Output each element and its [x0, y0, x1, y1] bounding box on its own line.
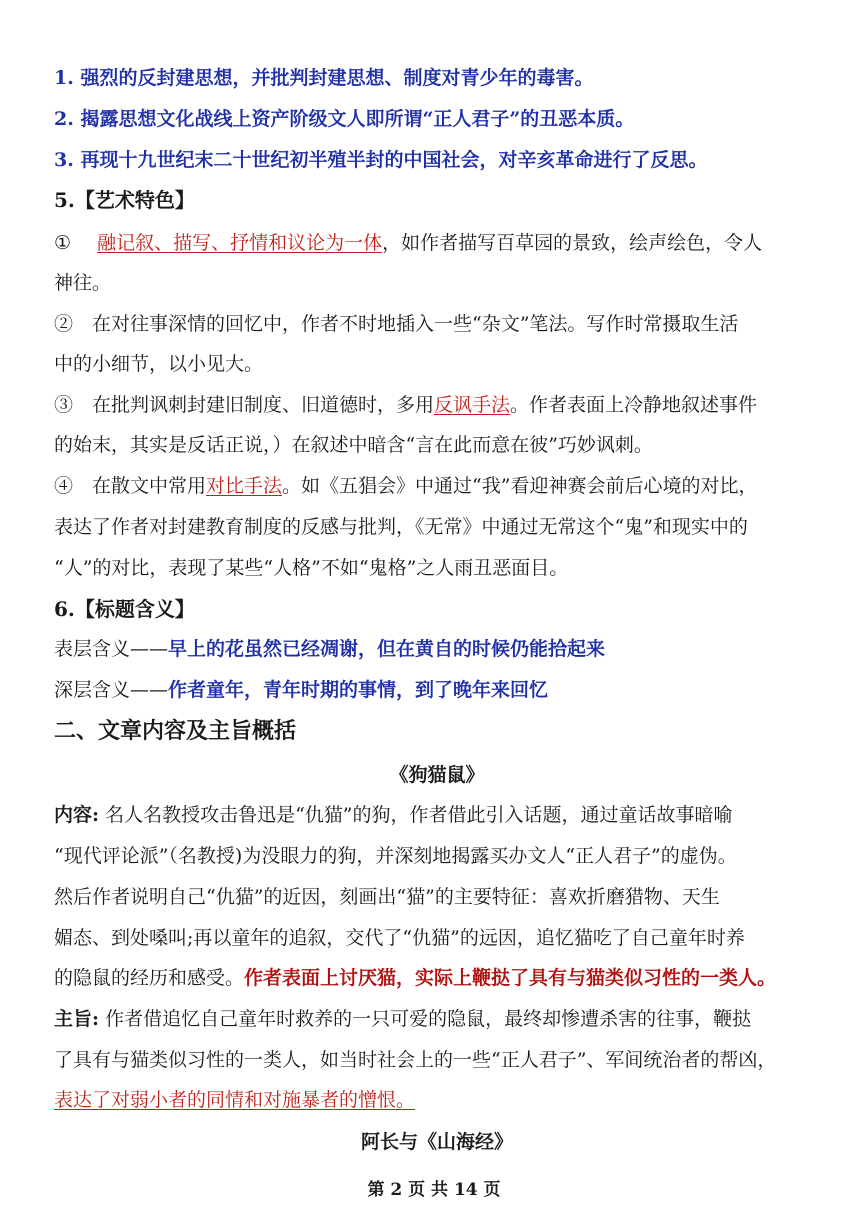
theme-item-1: 1. 强烈的反封建思想，并批判封建思想、制度对青少年的毒害。 [54, 67, 594, 89]
art-paragraph-1-line-1 [54, 228, 820, 258]
art-highlight-narrative: 融记叙、描写、抒情和议论为一体 [97, 232, 383, 254]
art-paragraph-3-line-2: 的始末，其实是反话正说，）在叙述中暗含“言在此而意在彼”巧妙讽刺。 [54, 434, 653, 456]
deep-meaning-text: 作者童年，青年时期的事情，到了晚年来回忆 [168, 679, 549, 701]
content-line-5 [54, 963, 820, 993]
art-paragraph-4-line-3: “人”的对比，表现了某些“人格”不如“鬼格”之人雨丑恶面目。 [54, 557, 569, 579]
deep-meaning-line [54, 675, 820, 705]
essay-title-dog-cat-mouse: 《狗猫鼠》 [389, 764, 485, 786]
title-meaning-heading: 6.【标题含义】 [54, 597, 195, 621]
section-two-heading: 二、文章内容及主旨概括 [54, 718, 297, 744]
art-highlight-contrast: 对比手法 [206, 475, 283, 497]
art-paragraph-2-line-2: 中的小细节，以小见大。 [54, 353, 264, 375]
art-item-number-1: ① [54, 232, 72, 254]
content-line-3: 然后作者说明自己“仇猫”的近因，刻画出“猫”的主要特征：喜欢折磨猎物、天生 [54, 886, 720, 908]
content-line-1 [54, 800, 820, 830]
art-paragraph-2-line-1: ② 在对往事深情的回忆中，作者不时地插入一些“杂文”笔法。写作时常摄取生活 [54, 313, 739, 335]
theme-label: 主旨: [54, 1008, 100, 1030]
theme-line-3 [54, 1085, 820, 1115]
art-features-heading: 5.【艺术特色】 [54, 188, 195, 212]
theme-highlight: 表达了对弱小者的同情和对施暴者的憎恨。 [54, 1089, 416, 1111]
art-highlight-irony: 反讽手法 [434, 394, 511, 416]
art-paragraph-4-line-2: 表达了作者对封建教育制度的反感与批判，《无常》中通过无常这个“鬼”和现实中的 [54, 516, 748, 538]
theme-text-1: 作者借追忆自己童年时救养的一只可爱的隐鼠，最终却惨遭杀害的往事，鞭挞 [105, 1008, 752, 1030]
art-paragraph-4-text-b: 。如《五猖会》中通过“我”看迎神赛会前后心境的对比， [282, 475, 758, 497]
art-paragraph-1-text: ，如作者描写百草园的景致，绘声绘色，令人 [382, 232, 763, 254]
content-highlight: 作者表面上讨厌猫，实际上鞭挞了具有与猫类似习性的一类人。 [244, 967, 777, 989]
art-paragraph-1-line-2: 神往。 [54, 272, 112, 294]
art-paragraph-4-line-1 [54, 471, 820, 501]
theme-item-3: 3. 再现十九世纪末二十世纪初半殖半封的中国社会，对辛亥革命进行了反思。 [54, 149, 708, 171]
art-paragraph-3-line-1 [54, 390, 820, 420]
surface-meaning-line [54, 634, 820, 664]
page-footer: 第 2 页 共 14 页 [367, 1180, 501, 1200]
content-text-5: 的隐鼠的经历和感受。 [54, 967, 245, 989]
surface-meaning-text: 早上的花虽然已经凋谢，但在黄自的时候仍能拾起来 [168, 638, 606, 660]
content-text-1: 名人名教授攻击鲁迅是“仇猫”的狗，作者借此引入话题，通过童话故事暗喻 [105, 804, 733, 826]
deep-meaning-label: 深层含义—— [54, 679, 169, 701]
content-line-4: 媚态、到处嗓叫;再以童年的追叙，交代了“仇猫”的远因，追忆猫吃了自己童年时养 [54, 927, 745, 949]
content-line-2: “现代评论派”（名教授)为没眼力的狗，并深刻地揭露买办文人“正人君子”的虚伪。 [54, 845, 737, 867]
surface-meaning-label: 表层含义—— [54, 638, 169, 660]
art-paragraph-4-text-a: ④ 在散文中常用 [54, 475, 207, 497]
theme-line-2: 了具有与猫类似习性的一类人，如当时社会上的一些“正人君子”、军间统治者的帮凶， [54, 1049, 777, 1071]
art-paragraph-3-text-a: ③ 在批判讽刺封建旧制度、旧道德时，多用 [54, 394, 435, 416]
art-paragraph-3-text-b: 。作者表面上冷静地叙述事件 [510, 394, 758, 416]
theme-line-1 [54, 1004, 820, 1034]
essay-title-ah-chang: 阿长与《山海经》 [360, 1131, 513, 1153]
content-label: 内容: [54, 804, 100, 826]
theme-item-2: 2. 揭露思想文化战线上资产阶级文人即所谓“正人君子”的丑恶本质。 [54, 108, 635, 130]
